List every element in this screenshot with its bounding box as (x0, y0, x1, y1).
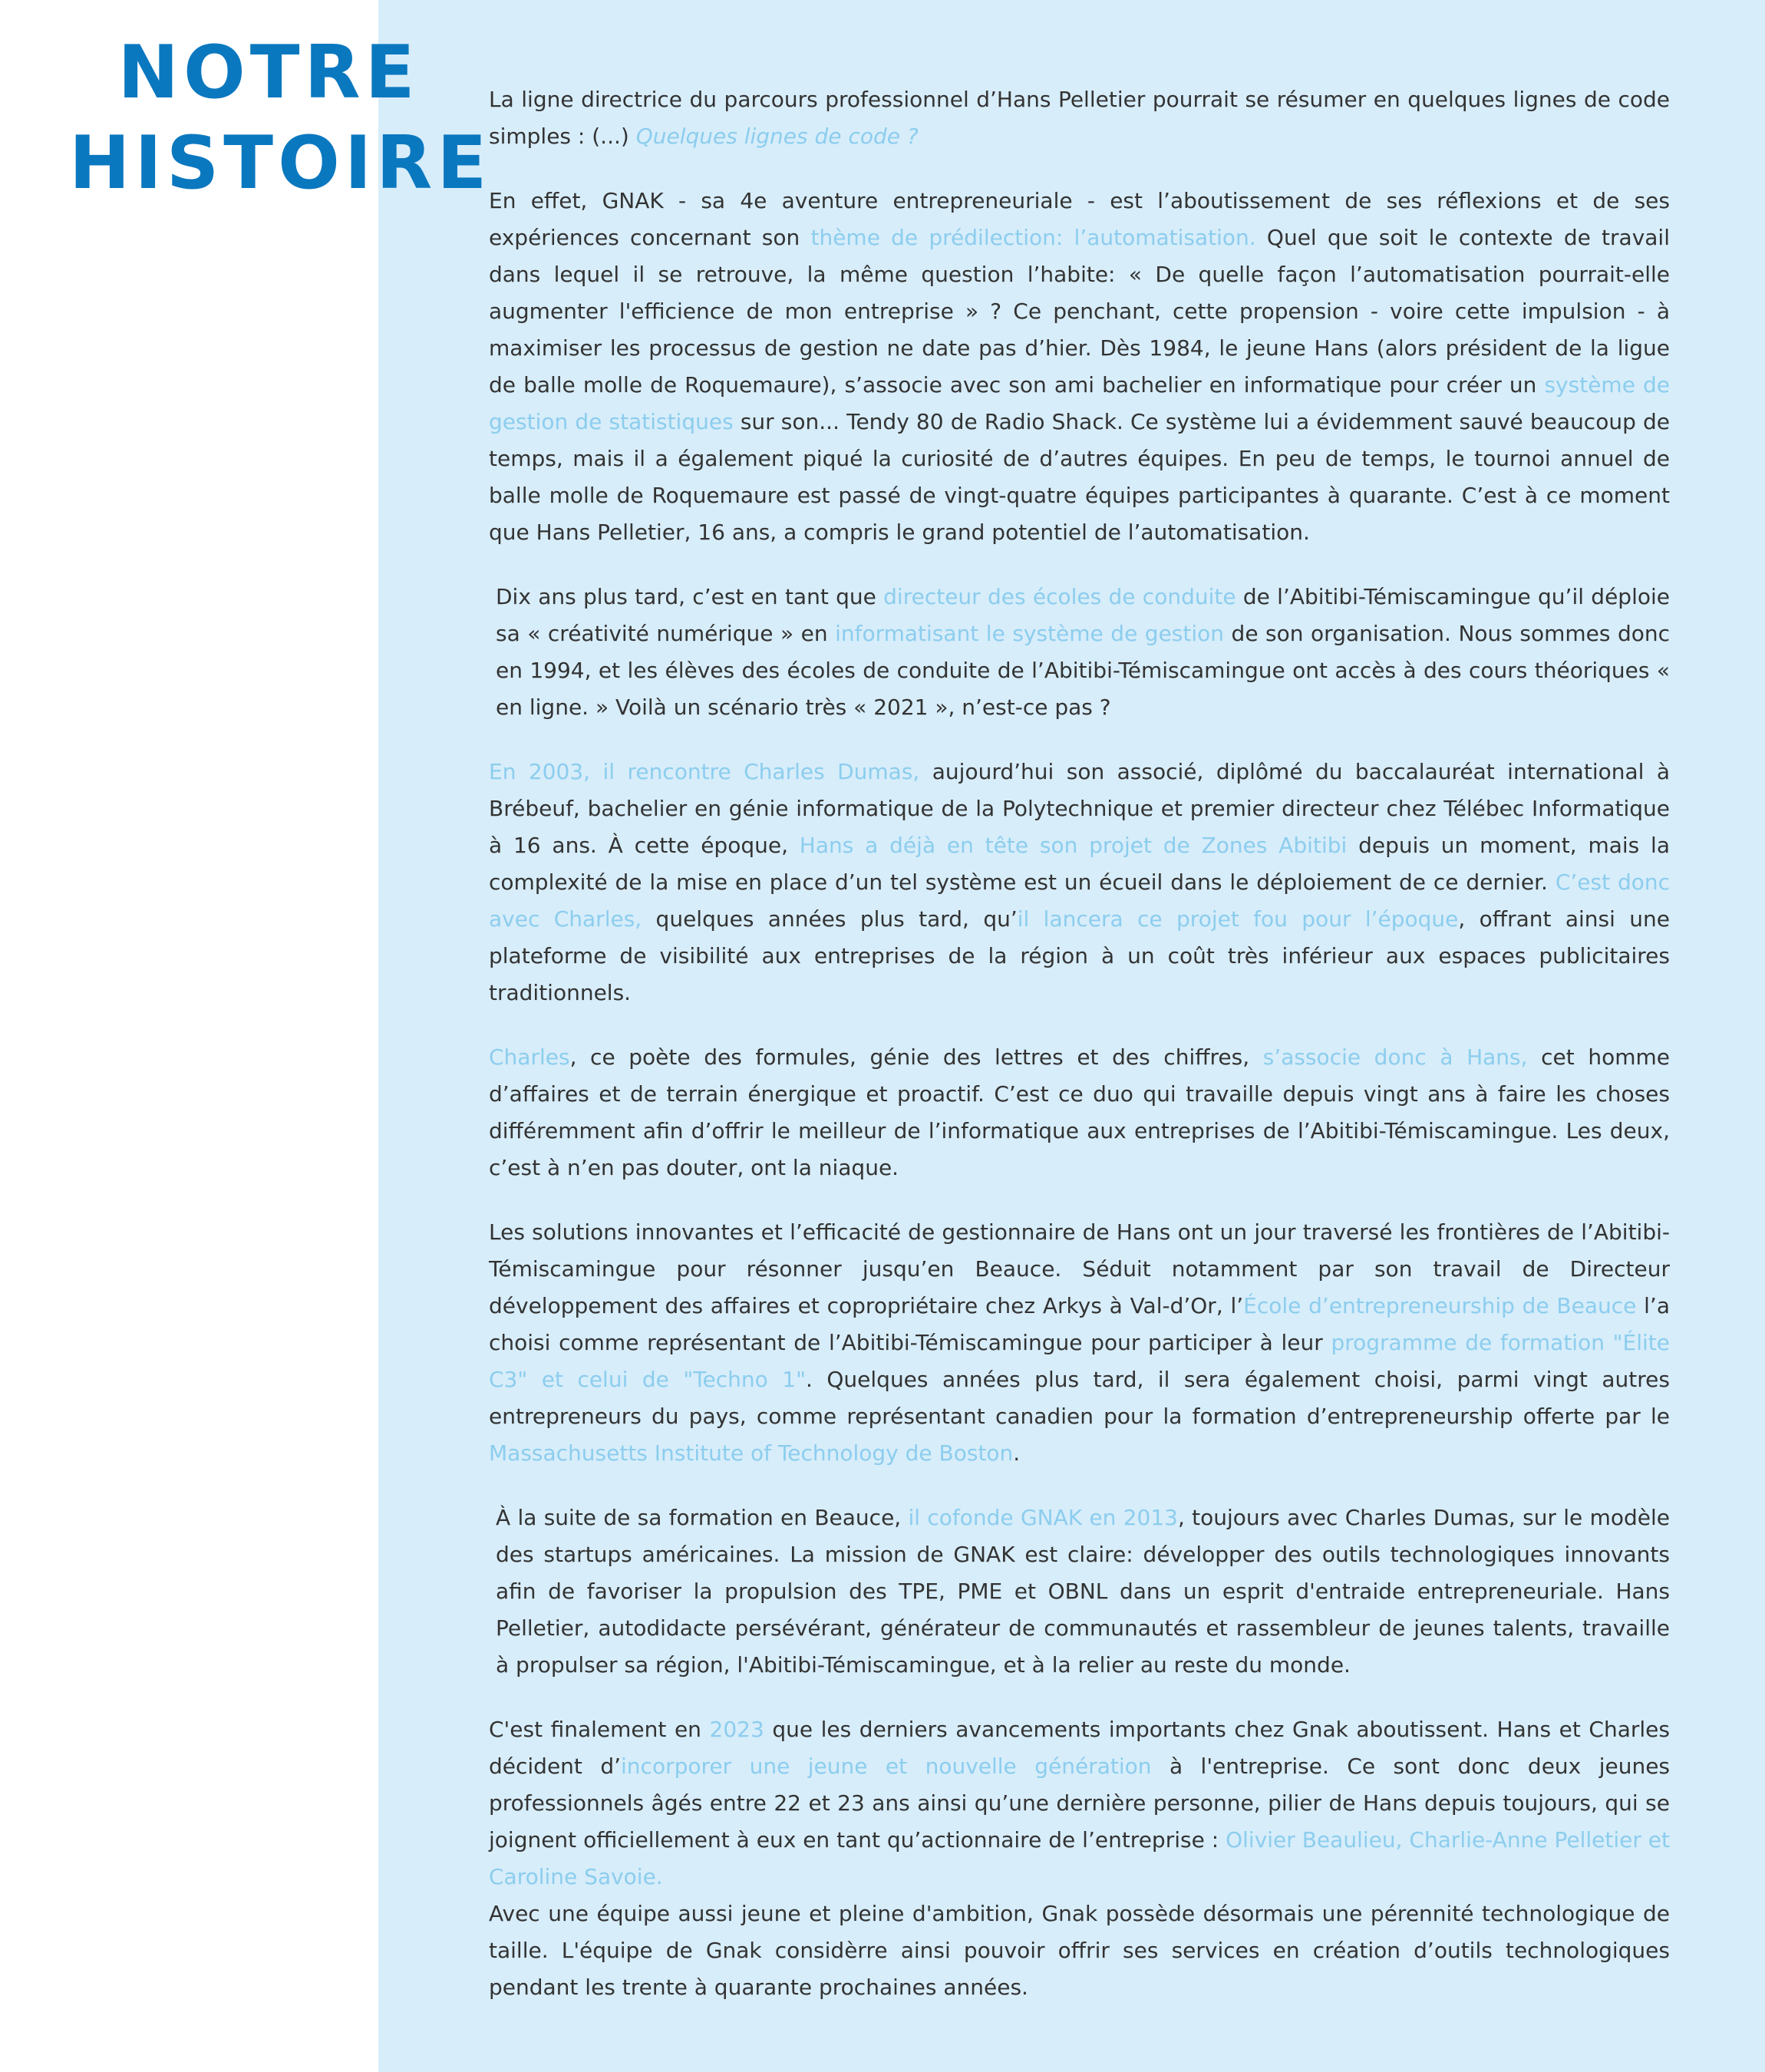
text: de son organisation. Nous sommes donc en 1994, et les élèves des écoles de conduite de l’Abitibi-Témiscamingue ont accès à des cours théoriques « en ligne. » Voilà un scénario très « 2021 », n’est-ce pas ? (496, 621, 1671, 720)
paragraph-charles-dumas (489, 754, 1670, 1011)
paragraph-duo (489, 1039, 1670, 1186)
link-systeme-statistiques[interactable]: système de gestion de statistiques (489, 372, 1670, 434)
text: . (1013, 1440, 1021, 1466)
paragraph-intro (489, 81, 1670, 155)
text: quelques années plus tard, qu’ (642, 906, 1018, 932)
paragraph-beauce (489, 1214, 1670, 1472)
text: de l’Abitibi-Témiscamingue qu’il déploie sa « créativité numérique » en (496, 584, 1670, 646)
link-cofonde-gnak[interactable]: il cofonde GNAK en 2013 (908, 1505, 1178, 1530)
link-associe-hans[interactable]: s’associe donc à Hans, (1262, 1044, 1528, 1070)
paragraph-gnak-founding (496, 1500, 1670, 1684)
story-content (489, 81, 1670, 2034)
link-charles[interactable]: Charles (489, 1044, 570, 1070)
link-informatisant-gestion[interactable]: informatisant le système de gestion (835, 621, 1225, 646)
text: , offrant ainsi une plateforme de visibilité aux entreprises de la région à un coût très inférieur aux espaces publicitaires traditionnels. (489, 906, 1670, 1005)
link-rencontre-charles[interactable]: En 2003, il rencontre Charles Dumas, (489, 759, 920, 784)
link-avec-charles[interactable]: C’est donc avec Charles, (489, 869, 1670, 932)
text: C'est finalement en (489, 1717, 710, 1742)
text: Dix ans plus tard, c’est en tant que (496, 584, 884, 609)
paragraph-2023 (489, 1711, 1670, 1895)
text: à l'entreprise. Ce sont donc deux jeunes professionnels âgés entre 22 et 23 ans ainsi qu’une dernière personne, pilier de Hans depuis toujours, qui se joignent officiellement à eux en tant qu’actionnaire de l’entreprise : (489, 1754, 1671, 1853)
page-title-line-1: NOTRE (117, 31, 420, 115)
link-quelques-lignes-de-code[interactable]: Quelques lignes de code ? (635, 124, 919, 149)
text: , toujours avec Charles Dumas, sur le modèle des startups américaines. La mission de GNAK est claire: développer des outils technologiques innovants afin de favoriser la propulsion des TPE, PME et OBNL dans un esprit d'entraide entrepreneuriale. Hans Pelletier, autodidacte persévérant, générateur de communautés et rassembleur de jeunes talents, travaille à propulser sa région, l'Abitibi-Témiscamingue, et à la relier au reste du monde. (496, 1505, 1671, 1678)
text: En effet, GNAK - sa 4e aventure entrepreneuriale - est l’aboutissement de ses réflexions et de ses expériences concernant son (489, 188, 1670, 250)
link-zones-abitibi[interactable]: Hans a déjà en tête son projet de Zones Abitibi (799, 833, 1348, 858)
link-theme-predilection[interactable]: thème de prédilection: l’automatisation. (810, 225, 1256, 250)
text: Avec une équipe aussi jeune et pleine d'ambition, Gnak possède désormais une pérennité technologique de taille. L'équipe de Gnak considèrre ainsi pouvoir offrir ses services en création d’outils technologiques pendant les trente à quarante prochaines années. (489, 1901, 1670, 2000)
text: , ce poète des formules, génie des lettres et des chiffres, (569, 1044, 1263, 1070)
text: cet homme d’affaires et de terrain énergique et proactif. C’est ce duo qui travaille depuis vingt ans à faire les choses différemment afin d’offrir le meilleur de l’informatique aux entreprises de l’Abitibi-Témiscamingue. Les deux, c’est à n’en pas douter, ont la niaque. (489, 1044, 1670, 1180)
text: depuis un moment, mais la complexité de la mise en place d’un tel système est un écueil dans le déploiement de ce dernier. (489, 833, 1670, 895)
paragraph-automatisation (489, 183, 1670, 551)
link-nouvelle-generation[interactable]: incorporer une jeune et nouvelle génération (621, 1754, 1152, 1779)
paragraph-conclusion (489, 1895, 1670, 2006)
page-title-line-2: HISTOIRE (69, 121, 492, 206)
link-directeur-ecoles[interactable]: directeur des écoles de conduite (883, 584, 1236, 609)
link-ecole-entrepreneurship[interactable]: École d’entrepreneurship de Beauce (1243, 1293, 1637, 1318)
text: sur son... Tendy 80 de Radio Shack. Ce système lui a évidemment sauvé beaucoup de temps, mais il a également piqué la curiosité de d’autres équipes. En peu de temps, le tournoi annuel de balle molle de Roquemaure est passé de vingt-quatre équipes participantes à quarante. C’est à ce moment que Hans Pelletier, 16 ans, a compris le grand potentiel de l’automatisation. (489, 409, 1670, 545)
text: À la suite de sa formation en Beauce, (496, 1505, 909, 1530)
text: que les derniers avancements importants chez Gnak aboutissent. Hans et Charles décident d’ (489, 1717, 1670, 1779)
text: aujourd’hui son associé, diplômé du baccalauréat international à Brébeuf, bachelier en génie informatique de la Polytechnique et premier directeur chez Télébec Informatique à 16 ans. À cette époque, (489, 759, 1670, 858)
text: Quel que soit le contexte de travail dans lequel il se retrouve, la même question l’habite: « De quelle façon l’automatisation pourrait-elle augmenter l'efficience de mon entreprise » ? Ce penchant, cette propension - voire cette impulsion - à maximiser les processus de gestion ne date pas d’hier. Dès 1984, le jeune Hans (alors président de la ligue de balle molle de Roquemaure), s’associe avec son ami bachelier en informatique pour créer un (489, 225, 1670, 398)
text: . Quelques années plus tard, il sera également choisi, parmi vingt autres entrepreneurs du pays, comme représentant canadien pour la formation d’entrepreneurship offerte par le (489, 1367, 1670, 1429)
page-title (69, 28, 492, 209)
link-mit[interactable]: Massachusetts Institute of Technology de Boston (489, 1440, 1014, 1466)
text: Les solutions innovantes et l’efficacité de gestionnaire de Hans ont un jour traversé les frontières de l’Abitibi-Témiscamingue pour résonner jusqu’en Beauce. Séduit notamment par son travail de Directeur développement des affaires et copropriétaire chez Arkys à Val-d’Or, l’ (489, 1219, 1670, 1318)
link-programme-formation[interactable]: programme de formation "Élite C3" et celui de "Techno 1" (489, 1330, 1670, 1392)
text: La ligne directrice du parcours professionnel d’Hans Pelletier pourrait se résumer en quelques lignes de code simples : (...) (489, 87, 1670, 149)
text: l’a choisi comme représentant de l’Abitibi-Témiscamingue pour participer à leur (489, 1293, 1670, 1355)
link-actionnaires[interactable]: Olivier Beaulieu, Charlie-Anne Pelletier et Caroline Savoie. (489, 1827, 1671, 1889)
paragraph-ecoles-conduite (496, 579, 1670, 726)
link-projet-fou[interactable]: il lancera ce projet fou pour l’époque (1017, 906, 1459, 932)
link-2023[interactable]: 2023 (709, 1717, 764, 1742)
